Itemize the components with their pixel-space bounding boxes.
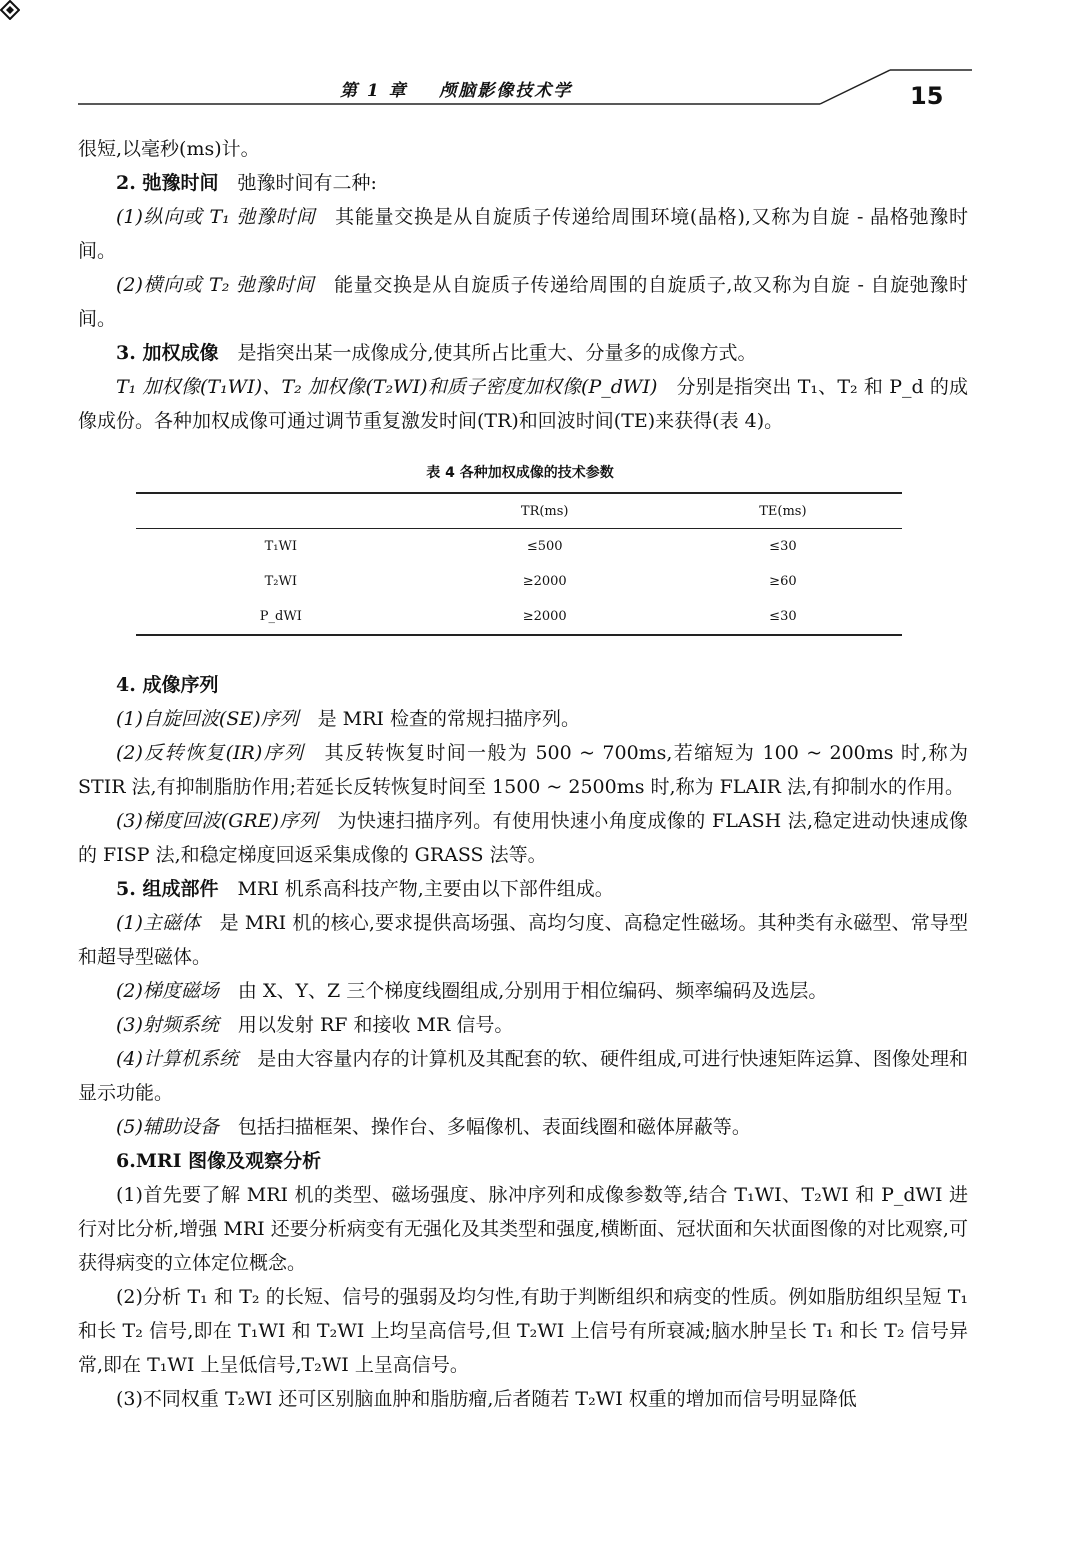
paragraph — [78, 268, 968, 336]
paragraph-text: 是 MRI 检查的常规扫描序列。 — [317, 708, 580, 730]
table-header-cell: TE(ms) — [759, 503, 807, 519]
paragraph-lead: (2)梯度磁场 — [116, 980, 219, 1002]
paragraph — [78, 200, 968, 268]
paragraph-lead: (1)自旋回波(SE)序列 — [116, 708, 299, 730]
paragraph — [78, 1178, 968, 1280]
paragraph — [78, 1382, 968, 1416]
paragraph — [78, 1144, 968, 1178]
paragraph-text: (1)首先要了解 MRI 机的类型、磁场强度、脉冲序列和成像参数等,结合 T₁WI、T₂WI 和 P_dWI 进行对比分析,增强 MRI 还要分析病变有无强化及其类型和强度,横断面、冠状面和矢状面图像的对比观察,可获得病变的立体定位概念。 — [78, 1184, 968, 1274]
paragraph-text: 分别是指突出 T₁、T₂ 和 P_d 的成像成份。各种加权成像可通过调节重复激发时间(TR)和回波时间(TE)来获得(表 4)。 — [78, 376, 969, 432]
chapter-title: 第 1 章 颅脑影像技术学 — [340, 81, 573, 101]
paragraph-lead: 5. 组成部件 — [116, 878, 219, 900]
paragraph-text: 由 X、Y、Z 三个梯度线圈组成,分别用于相位编码、频率编码及选层。 — [237, 980, 828, 1002]
paragraph — [78, 166, 968, 200]
paragraph — [78, 872, 968, 906]
paragraph-lead: 4. 成像序列 — [116, 674, 219, 696]
paragraph-text: (2)分析 T₁ 和 T₂ 的长短、信号的强弱及均匀性,有助于判断组织和病变的性质。例如脂肪组织呈短 T₁ 和长 T₂ 信号,即在 T₁WI 和 T₂WI 上均呈高信号,但 T₂WI 上信号有所衰减;脑水肿呈长 T₁ 和长 T₂ 信号异常,即在 T₁WI 上呈低信号,T₂WI 上呈高信号。 — [78, 1286, 968, 1376]
paragraph-text: (3)不同权重 T₂WI 还可区别脑血肿和脂肪瘤,后者随若 T₂WI 权重的增加而信号明显降低 — [116, 1388, 857, 1410]
table-cell: ≥2000 — [522, 574, 567, 589]
table-row — [136, 564, 902, 599]
table-cell: ≥2000 — [522, 609, 567, 624]
paragraph — [78, 1280, 968, 1382]
paragraph-text: MRI 机系高科技产物,主要由以下部件组成。 — [237, 878, 614, 900]
table-row — [136, 529, 902, 565]
paragraph-lead: 2. 弛豫时间 — [116, 172, 219, 194]
paragraph-text: 很短,以毫秒(ms)计。 — [78, 138, 260, 160]
paragraph-lead: (4)计算机系统 — [116, 1048, 239, 1070]
paragraph — [78, 974, 968, 1008]
paragraph-lead: (3)射频系统 — [116, 1014, 219, 1036]
table-cell: T₁WI — [264, 539, 297, 554]
paragraph-lead: (1)主磁体 — [116, 912, 201, 934]
table-header-cell — [136, 493, 426, 529]
page-number: 15 — [910, 82, 944, 110]
table-row — [136, 599, 902, 635]
page-header — [0, 0, 1080, 120]
table-cell: ≤500 — [526, 539, 563, 554]
paragraph-lead: (1)纵向或 T₁ 弛豫时间 — [116, 206, 316, 228]
table-header-row — [136, 493, 902, 529]
paragraph-lead: (2)反转恢复(IR)序列 — [116, 742, 305, 764]
paragraph — [78, 132, 968, 166]
table-cell: ≤30 — [769, 539, 797, 554]
paragraph — [78, 336, 968, 370]
paragraph — [78, 1110, 968, 1144]
paragraph-text: 是 MRI 机的核心,要求提供高场强、高均匀度、高稳定性磁场。其种类有永磁型、常导型和超导型磁体。 — [78, 912, 968, 968]
paragraph-text: 能量交换是从自旋质子传递给周围的自旋质子,故又称为自旋 - 自旋弛豫时间。 — [78, 274, 968, 330]
paragraph-lead: (2)横向或 T₂ 弛豫时间 — [116, 274, 315, 296]
paragraph-text: 弛豫时间有二种: — [237, 172, 377, 194]
bottom-body — [78, 668, 968, 1416]
diamond-icon — [0, 0, 20, 20]
parameter-table — [136, 462, 904, 636]
paragraph-lead: (5)辅助设备 — [116, 1116, 219, 1138]
paragraph-lead: (3)梯度回波(GRE)序列 — [116, 810, 319, 832]
paragraph — [78, 370, 968, 438]
table-cell: ≤30 — [769, 609, 797, 624]
paragraph-lead: 6.MRI 图像及观察分析 — [116, 1150, 322, 1172]
table-cell: ≥60 — [769, 574, 797, 589]
top-body — [78, 132, 968, 438]
paragraph-text: 包括扫描框架、操作台、多幅像机、表面线圈和磁体屏蔽等。 — [237, 1116, 751, 1138]
paragraph-lead: 3. 加权成像 — [116, 342, 219, 364]
paragraph-text: 是由大容量内存的计算机及其配套的软、硬件组成,可进行快速矩阵运算、图像处理和显示功能。 — [78, 1048, 968, 1104]
paragraph — [78, 906, 968, 974]
paragraph-text: 其能量交换是从自旋质子传递给周围环境(晶格),又称为自旋 - 晶格弛豫时间。 — [78, 206, 968, 262]
paragraph-text: 为快速扫描序列。有使用快速小角度成像的 FLASH 法,稳定进动快速成像的 FISP 法,和稳定梯度回返采集成像的 GRASS 法等。 — [78, 810, 968, 866]
paragraph-text: 是指突出某一成像成分,使其所占比重大、分量多的成像方式。 — [237, 342, 757, 364]
paragraph — [78, 668, 968, 702]
table-cell: T₂WI — [264, 574, 297, 589]
paragraph-text: 其反转恢复时间一般为 500 ~ 700ms,若缩短为 100 ~ 200ms 时,称为 STIR 法,有抑制脂肪作用;若延长反转恢复时间至 1500 ~ 2500ms 时,称为 FLAIR 法,有抑制水的作用。 — [78, 742, 968, 798]
paragraph — [78, 702, 968, 736]
paragraph — [78, 804, 968, 872]
paragraph — [78, 1042, 968, 1110]
table-cell: P_dWI — [259, 609, 302, 624]
table — [136, 492, 902, 636]
paragraph — [78, 736, 968, 804]
table-header-cell: TR(ms) — [520, 503, 569, 519]
paragraph-lead: T₁ 加权像(T₁WI)、T₂ 加权像(T₂WI)和质子密度加权像(P_dWI) — [116, 376, 658, 398]
paragraph — [78, 1008, 968, 1042]
table-caption: 表 4 各种加权成像的技术参数 — [426, 465, 614, 481]
paragraph-text: 用以发射 RF 和接收 MR 信号。 — [237, 1014, 514, 1036]
